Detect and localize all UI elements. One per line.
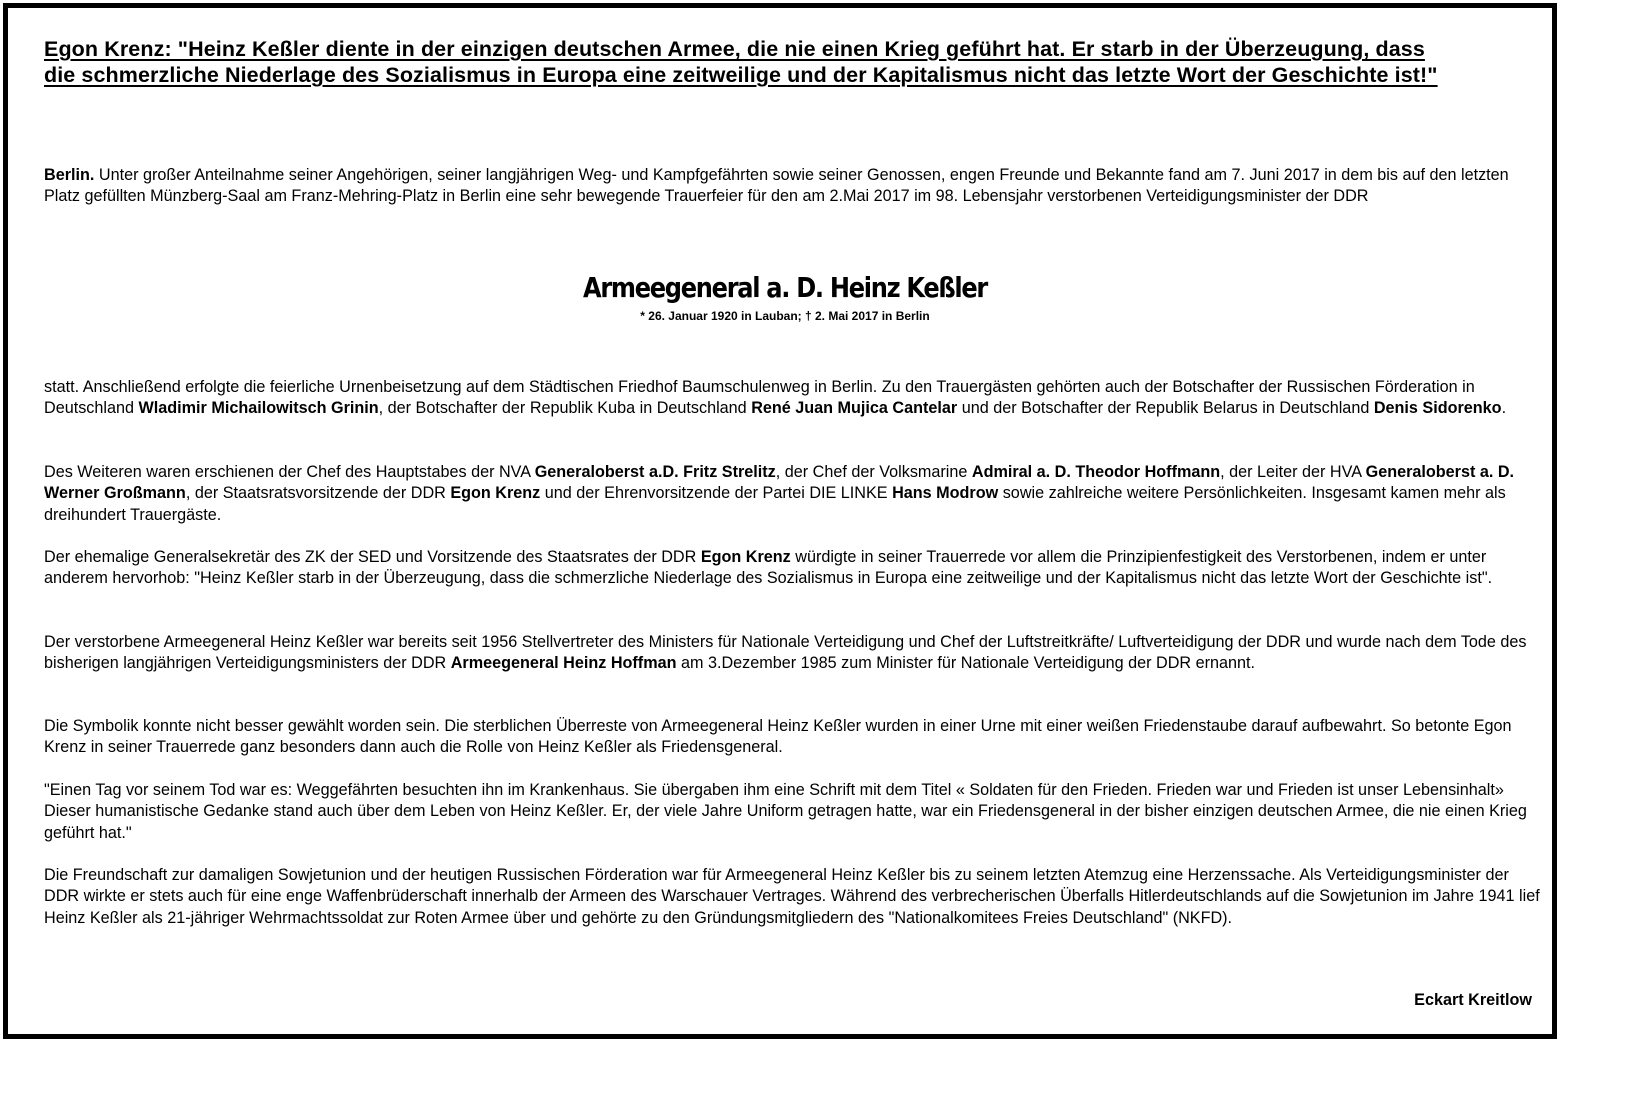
text: Des Weiteren waren erschienen der Chef des Hauptstabes der NVA: [44, 463, 535, 481]
paragraph-symbolism: Die Symbolik konnte nicht besser gewählt worden sein. Die sterblichen Überreste von Armeegeneral Heinz Keßler wurden in einer Urne mit einer weißen Friedenstaube darauf aufbewahrt. So betonte Egon Krenz in seiner Trauerrede ganz besonders dann auch die Rolle von Heinz Keßler als Friedensgeneral.: [44, 717, 1512, 757]
headline-line-1: Egon Krenz: "Heinz Keßler diente in der einzigen deutschen Armee, die nie einen Krieg geführt hat. Er starb in der Überzeugung, dass: [44, 37, 1425, 61]
name-krenz: Egon Krenz: [700, 548, 791, 566]
text: statt. Anschließend erfolgte die feierliche Urnenbeisetzung auf dem Städtischen Friedhof Baumschulenweg in Berlin. Zu den Trauergästen gehörten auch der Botschafter der Russischen Förderation in Deutschland: [44, 378, 1475, 418]
paragraph-attendees: [44, 462, 1544, 526]
text: , der Staatsratsvorsitzende der DDR: [185, 484, 451, 503]
text: .: [1501, 399, 1507, 418]
name-krenz: Egon Krenz: [450, 484, 541, 503]
text: würdigte in seiner Trauerrede vor allem die Prinzipienfestigkeit des Verstorbenen, indem er unter anderem hervorhob: "Heinz Keßler starb in der Überzeugung, dass die schmerzliche Niederlage des Sozialismus in Europa eine zeitweilige und der Kapitalismus nicht das letzte Wort der Geschichte ist".: [44, 548, 1493, 588]
intro-paragraph: [44, 165, 1544, 208]
name-strelitz: Generaloberst a.D. Fritz Strelitz: [534, 463, 776, 481]
paragraph-quote: "Einen Tag vor seinem Tod war es: Weggefährten besuchten ihn im Krankenhaus. Sie übergaben ihm eine Schrift mit dem Titel « Soldaten für den Frieden. Frieden war und Frieden ist unser Lebensinhalt» Dieser humanistische Gedanke stand auch über dem Leben von Heinz Keßler. Er, der viele Jahre Uniform getragen hatte, war ein Friedensgeneral in der bisher einzigen deutschen Armee, die nie einen Krieg geführt hat.": [44, 781, 1527, 842]
name-hoffman: Armeegeneral Heinz Hoffman: [450, 654, 677, 673]
headline: [44, 36, 1534, 88]
intro-text: Unter großer Anteilnahme seiner Angehörigen, seiner langjährigen Weg- und Kampfgefährten sowie seiner Genossen, engen Freunde und Bekannte fand am 7. Juni 2017 in dem bis auf den letzten Platz gefüllten Münzberg-Saal am Franz-Mehring-Platz in Berlin eine sehr bewegende Trauerfeier für den am 2.Mai 2017 im 98. Lebensjahr verstorbenen Verteidigungsminister der DDR: [44, 166, 1509, 206]
text: Der ehemalige Generalsekretär des ZK der SED und Vorsitzende des Staatsrates der DDR: [44, 548, 701, 566]
name-hoffmann: Admiral a. D. Theodor Hoffmann: [971, 463, 1221, 481]
text: und der Ehrenvorsitzende der Partei DIE LINKE: [540, 484, 893, 503]
paragraph-friendship: Die Freundschaft zur damaligen Sowjetunion und der heutigen Russischen Förderation war für Armeegeneral Heinz Keßler bis zu seinem letzten Atemzug eine Herzenssache. Als Verteidigungsminister der DDR wirkte er stets auch für eine enge Waffenbrüderschaft innerhalb der Armeen des Warschauer Vertrages. Während des verbrecherischen Überfalls Hitlerdeutschlands auf die Sowjetunion im Jahre 1941 lief Heinz Keßler als 21-jähriger Wehrmachtssoldat zur Roten Armee über und gehörte zu den Gründungsmitgliedern des "Nationalkomitees Freies Deutschland" (NKFD).: [44, 866, 1540, 927]
document-frame: [3, 3, 1557, 1039]
text: , der Chef der Volksmarine: [775, 463, 972, 481]
name-sidorenko: Denis Sidorenko: [1373, 399, 1502, 418]
text: , der Botschafter der Republik Kuba in Deutschland: [378, 399, 752, 418]
text: sowie zahlreiche weitere Persönlichkeiten. Insgesamt kamen mehr als dreihundert Trauergäste.: [44, 484, 1506, 524]
name-grinin: Wladimir Michailowitsch Grinin: [138, 399, 379, 418]
name-modrow: Hans Modrow: [892, 484, 999, 503]
author-signature: Eckart Kreitlow: [1414, 991, 1532, 1009]
banner-title: Armeegeneral a. D. Heinz Keßler: [582, 271, 988, 304]
paragraph-eulogy: [44, 547, 1544, 590]
paragraph-career: [44, 632, 1544, 675]
dateline: Berlin.: [44, 166, 95, 184]
name-grossmann: Generaloberst a. D. Werner Großmann: [44, 463, 1515, 503]
text: , der Leiter der HVA: [1220, 463, 1366, 481]
banner-dates: * 26. Januar 1920 in Lauban; † 2. Mai 2017 in Berlin: [640, 309, 930, 323]
text: am 3.Dezember 1985 zum Minister für Nationale Verteidigung der DDR ernannt.: [676, 654, 1256, 673]
text: Der verstorbene Armeegeneral Heinz Keßler war bereits seit 1956 Stellvertreter des Ministers für Nationale Verteidigung und Chef der Luftstreitkräfte/ Luftverteidigung der DDR und wurde nach dem Tode des bisherigen langjährigen Verteidigungsministers der DDR: [44, 633, 1527, 673]
paragraph-guests: [44, 377, 1544, 420]
headline-line-2: die schmerzliche Niederlage des Sozialismus in Europa eine zeitweilige und der Kapitalismus nicht das letzte Wort der Geschichte ist!": [44, 63, 1438, 87]
name-mujica-cantelar: René Juan Mujica Cantelar: [751, 399, 958, 418]
text: und der Botschafter der Republik Belarus in Deutschland: [957, 399, 1374, 418]
